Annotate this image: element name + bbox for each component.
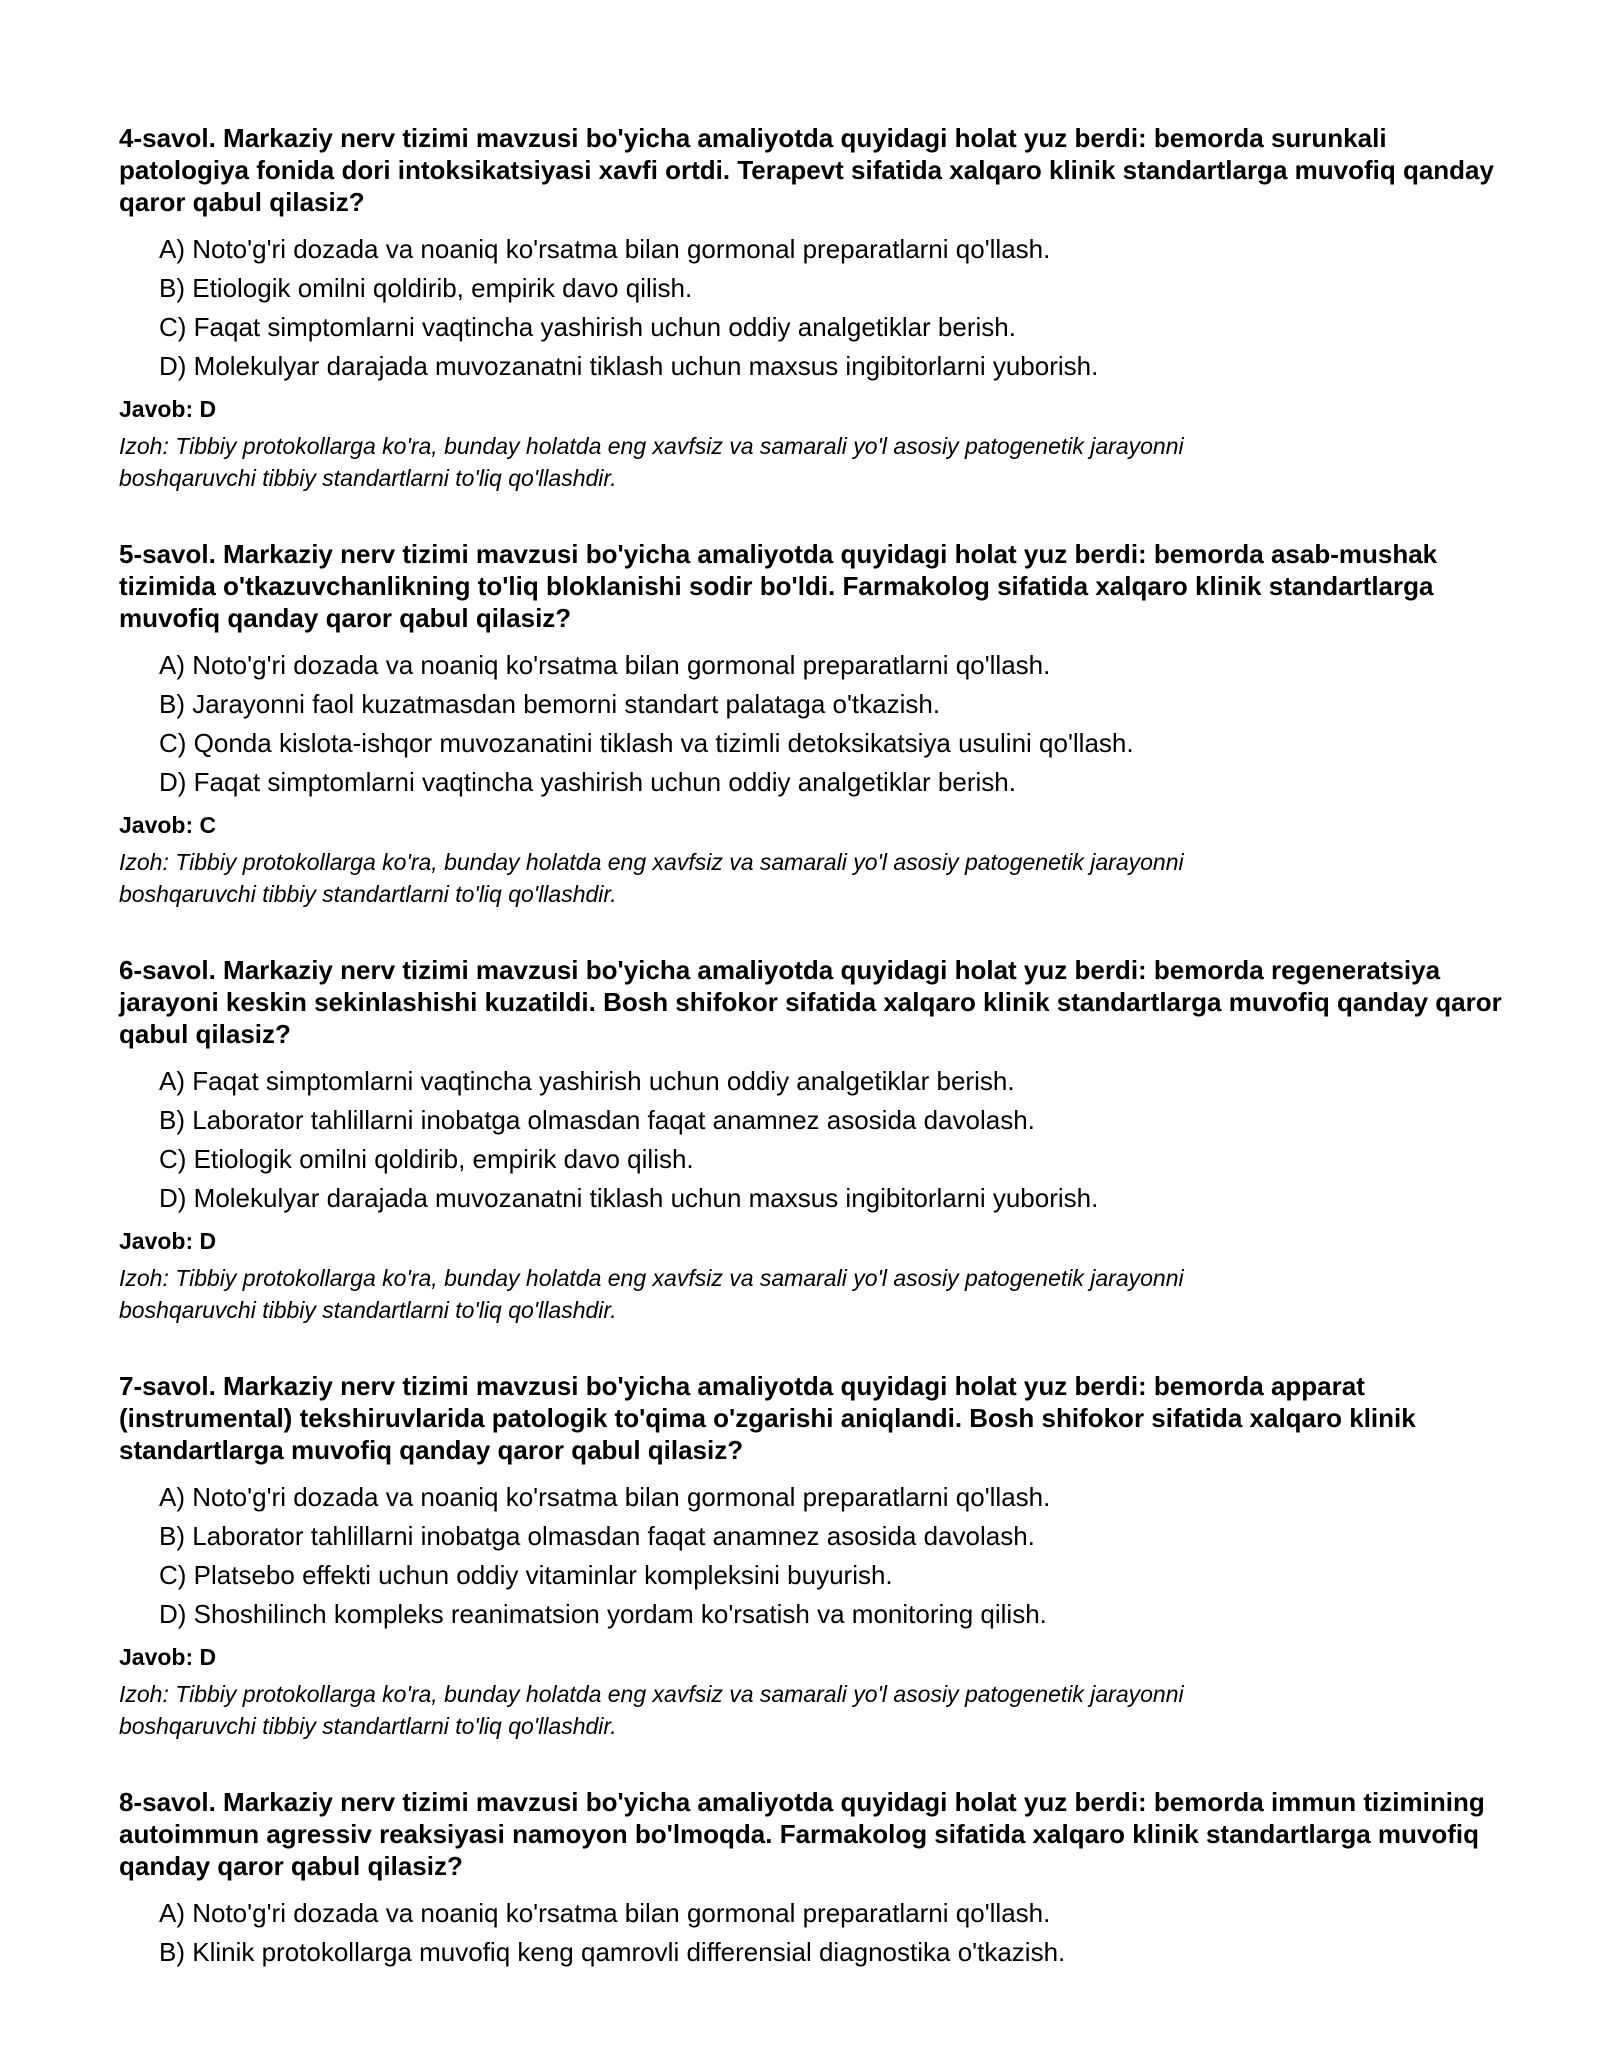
answer-label: Javob: D: [119, 396, 217, 422]
option-c: C) Platsebo effekti uchun oddiy vitaminlar kompleksini buyurish.: [159, 1560, 893, 1590]
option-b: B) Etiologik omilni qoldirib, empirik davo qilish.: [159, 273, 693, 303]
option-d: D) Shoshilinch kompleks reanimatsion yordam ko'rsatish va monitoring qilish.: [159, 1599, 1047, 1629]
option-a: A) Noto'g'ri dozada va noaniq ko'rsatma bilan gormonal preparatlarni qo'llash.: [159, 1898, 1051, 1928]
option-c: C) Faqat simptomlarni vaqtincha yashirish uchun oddiy analgetiklar berish.: [159, 312, 1016, 342]
answer-label: Javob: D: [119, 1228, 217, 1254]
explanation-text: Izoh: Tibbiy protokollarga ko'ra, bunday holatda eng xavfsiz va samarali yo'l asosiy patogenetik jarayonni boshqaruvchi tibbiy standartlarni to'liq qo'llashdir.: [119, 433, 1184, 491]
explanation-text: Izoh: Tibbiy protokollarga ko'ra, bunday holatda eng xavfsiz va samarali yo'l asosiy patogenetik jarayonni boshqaruvchi tibbiy standartlarni to'liq qo'llashdir.: [119, 849, 1184, 907]
question-7: [119, 1370, 1519, 1742]
document-page: [119, 122, 1519, 2016]
question-text: 6-savol. Markaziy nerv tizimi mavzusi bo'yicha amaliyotda quyidagi holat yuz berdi: bemorda regeneratsiya jarayoni keskin sekinlashishi kuzatildi. Bosh shifokor sifatida xalqaro klinik standartlarga muvofiq qanday qaror qabul qilasiz?: [119, 955, 1502, 1049]
explanation-text: Izoh: Tibbiy protokollarga ko'ra, bunday holatda eng xavfsiz va samarali yo'l asosiy patogenetik jarayonni boshqaruvchi tibbiy standartlarni to'liq qo'llashdir.: [119, 1681, 1184, 1739]
option-d: D) Faqat simptomlarni vaqtincha yashirish uchun oddiy analgetiklar berish.: [159, 767, 1016, 797]
question-4: [119, 122, 1519, 494]
option-a: A) Noto'g'ri dozada va noaniq ko'rsatma bilan gormonal preparatlarni qo'llash.: [159, 1482, 1051, 1512]
question-text: 4-savol. Markaziy nerv tizimi mavzusi bo'yicha amaliyotda quyidagi holat yuz berdi: bemorda surunkali patologiya fonida dori intoksikatsiyasi xavfi ortdi. Terapevt sifatida xalqaro klinik standartlarga muvofiq qanday qaror qabul qilasiz?: [119, 123, 1494, 217]
option-b: B) Laborator tahlillarni inobatga olmasdan faqat anamnez asosida davolash.: [159, 1105, 1035, 1135]
option-a: A) Faqat simptomlarni vaqtincha yashirish uchun oddiy analgetiklar berish.: [159, 1066, 1015, 1096]
option-c: C) Etiologik omilni qoldirib, empirik davo qilish.: [159, 1144, 694, 1174]
option-a: A) Noto'g'ri dozada va noaniq ko'rsatma bilan gormonal preparatlarni qo'llash.: [159, 234, 1051, 264]
question-text: 7-savol. Markaziy nerv tizimi mavzusi bo'yicha amaliyotda quyidagi holat yuz berdi: bemorda apparat (instrumental) tekshiruvlarida patologik to'qima o'zgarishi aniqlandi. Bosh shifokor sifatida xalqaro klinik standartlarga muvofiq qanday qaror qabul qilasiz?: [119, 1371, 1416, 1465]
option-b: B) Laborator tahlillarni inobatga olmasdan faqat anamnez asosida davolash.: [159, 1521, 1035, 1551]
answer-label: Javob: D: [119, 1644, 217, 1670]
option-b: B) Jarayonni faol kuzatmasdan bemorni standart palataga o'tkazish.: [159, 689, 941, 719]
explanation-text: Izoh: Tibbiy protokollarga ko'ra, bunday holatda eng xavfsiz va samarali yo'l asosiy patogenetik jarayonni boshqaruvchi tibbiy standartlarni to'liq qo'llashdir.: [119, 1265, 1184, 1323]
question-6: [119, 954, 1519, 1326]
question-8: [119, 1786, 1519, 1972]
answer-label: Javob: C: [119, 812, 217, 838]
question-text: 8-savol. Markaziy nerv tizimi mavzusi bo'yicha amaliyotda quyidagi holat yuz berdi: bemorda immun tizimining autoimmun agressiv reaksiyasi namoyon bo'lmoqda. Farmakolog sifatida xalqaro klinik standartlarga muvofiq qanday qaror qabul qilasiz?: [119, 1787, 1485, 1881]
option-a: A) Noto'g'ri dozada va noaniq ko'rsatma bilan gormonal preparatlarni qo'llash.: [159, 650, 1051, 680]
option-d: D) Molekulyar darajada muvozanatni tiklash uchun maxsus ingibitorlarni yuborish.: [159, 1183, 1099, 1213]
option-d: D) Molekulyar darajada muvozanatni tiklash uchun maxsus ingibitorlarni yuborish.: [159, 351, 1099, 381]
question-text: 5-savol. Markaziy nerv tizimi mavzusi bo'yicha amaliyotda quyidagi holat yuz berdi: bemorda asab-mushak tizimida o'tkazuvchanlikning to'liq bloklanishi sodir bo'ldi. Farmakolog sifatida xalqaro klinik standartlarga muvofiq qanday qaror qabul qilasiz?: [119, 539, 1438, 633]
question-5: [119, 538, 1519, 910]
option-b: B) Klinik protokollarga muvofiq keng qamrovli differensial diagnostika o'tkazish.: [159, 1937, 1066, 1967]
option-c: C) Qonda kislota-ishqor muvozanatini tiklash va tizimli detoksikatsiya usulini qo'llash.: [159, 728, 1134, 758]
